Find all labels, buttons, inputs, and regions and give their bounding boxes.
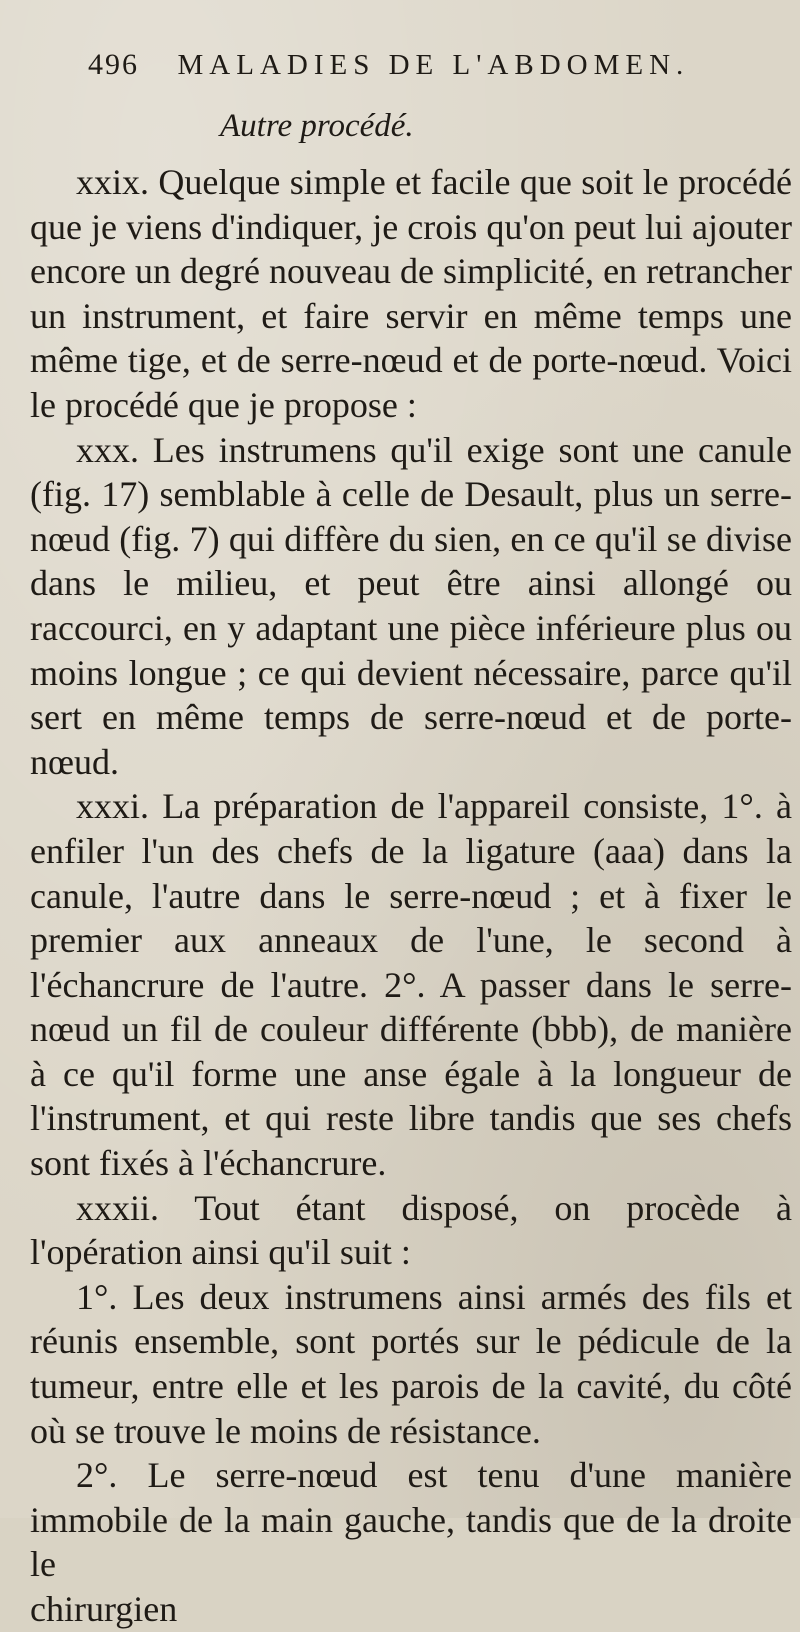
page-number: 496 [88, 48, 139, 81]
paragraph-xxxi: xxxi. La préparation de l'appareil consiste, 1°. à enfiler l'un des chefs de la ligature (aaa) dans la canule, l'autre dans le serre-nœud ; et à fixer le premier aux anneaux de l'une, le second à l'échancrure de l'autre. 2°. A passer dans le serre-nœud un fil de couleur différente (bbb), de manière à ce qu'il forme une anse égale à la longueur de l'instrument, et qui reste libre tandis que ses chefs sont fixés à l'échancrure. [30, 786, 792, 1184]
paragraph-xxxii: xxxii. Tout étant disposé, on procède à l'opération ainsi qu'il suit : [30, 1187, 792, 1273]
paragraph-step-1: 1°. Les deux instrumens ainsi armés des fils et réunis ensemble, sont portés sur le pédicule de la tumeur, entre elle et les parois de la cavité, du côté où se trouve le moins de résistance. [30, 1276, 792, 1451]
body-text [30, 160, 792, 1632]
paragraph-step-2: 2°. Le serre-nœud est tenu d'une manière immobile de la main gauche, tandis que de la droite le [30, 1455, 792, 1585]
running-head [88, 48, 760, 88]
running-title: MALADIES DE L'ABDOMEN. [177, 49, 690, 81]
paragraph-xxix: xxix. Quelque simple et facile que soit le procédé que je viens d'indiquer, je crois qu'on peut lui ajouter encore un degré nouveau de simplicité, en retrancher un instrument, et faire servir en même temps une même tige, et de serre-nœud et de porte-nœud. Voici le procédé que je propose : [30, 162, 792, 425]
catchword: chirurgien [30, 1589, 178, 1629]
paragraph-xxx: xxx. Les instrumens qu'il exige sont une canule (fig. 17) semblable à celle de Desault, plus un serre-nœud (fig. 7) qui diffère du sien, en ce qu'il se divise dans le milieu, et peut être ainsi allongé ou raccourci, en y adaptant une pièce inférieure plus ou moins longue ; ce qui devient nécessaire, parce qu'il sert en même temps de serre-nœud et de porte-nœud. [30, 429, 792, 782]
section-heading: Autre procédé. [220, 108, 414, 144]
